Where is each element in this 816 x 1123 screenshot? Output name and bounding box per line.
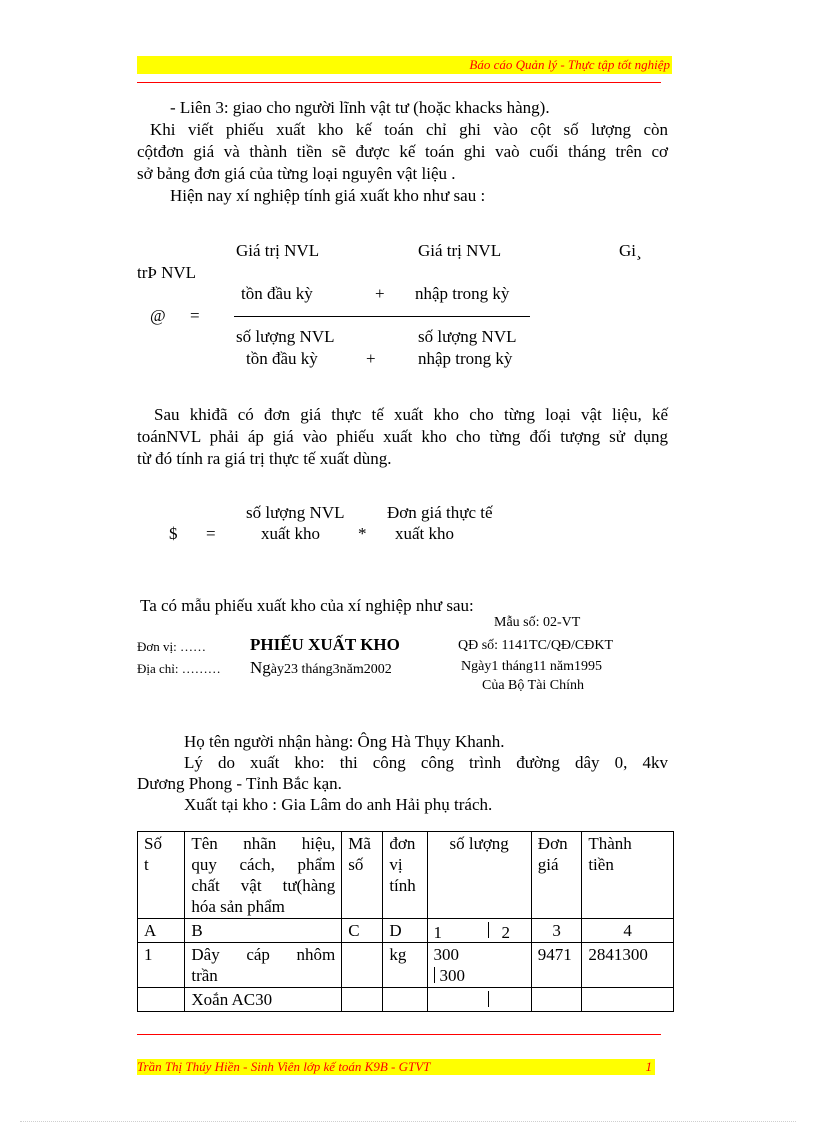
header-amount-line-1: Thành xyxy=(588,834,632,853)
formula1-num-right-1: Giá trị NVL xyxy=(418,241,502,260)
header-name-line-2: quy cách, phẩm xyxy=(191,855,336,874)
header-name xyxy=(185,832,342,919)
code-amount: 4 xyxy=(582,919,674,943)
slip-receiver: Họ tên người nhận hàng: Ông Hà Thụy Khanh. xyxy=(184,732,505,751)
row1-name-line-2: trần xyxy=(191,966,218,985)
code-quantity xyxy=(427,919,531,943)
footer-text: Trần Thị Thúy Hiền - Sinh Viên lớp kế toán K9B - GTVT xyxy=(137,1059,431,1074)
code-quantity-divider xyxy=(488,922,489,938)
formula1-gi: Gi¸ xyxy=(619,241,642,260)
header-price-line-1: Đơn xyxy=(537,834,568,853)
slip-form-number: Mẫu số: 02-VT xyxy=(494,615,581,630)
slip-address: Địa chỉ: ……… xyxy=(137,661,221,676)
formula2-bottom-left: xuất kho xyxy=(261,524,321,543)
paragraph-4-line-3: từ đó tính ra giá trị thực tế xuất dùng. xyxy=(137,449,392,468)
row2-name: Xoắn AC30 xyxy=(185,988,342,1012)
header-code-line-1: Mã xyxy=(348,834,371,853)
row1-amount: 2841300 xyxy=(582,943,674,988)
row1-name xyxy=(185,943,342,988)
formula2-times: * xyxy=(358,524,367,543)
footer-rule xyxy=(137,1034,661,1035)
header-unit xyxy=(383,832,427,919)
header-unit-line-2: vị xyxy=(389,855,403,874)
formula1-den-left-1: số lượng NVL xyxy=(236,327,335,346)
code-quantity-split xyxy=(434,920,525,941)
formula1-den-right-1: số lượng NVL xyxy=(418,327,517,346)
formula1-lhs: @ xyxy=(150,306,166,325)
row2-quantity-divider xyxy=(488,991,489,1007)
formula2-bottom-right: xuất kho xyxy=(395,524,455,543)
formula1-den-left-2: tồn đầu kỳ xyxy=(246,349,318,368)
paragraph-5: Ta có mẫu phiếu xuất kho của xí nghiệp như sau: xyxy=(140,596,474,615)
page-number: 1 xyxy=(645,1059,652,1074)
slip-ministry: Của Bộ Tài Chính xyxy=(482,678,585,693)
formula1-num-left-2: tồn đầu kỳ xyxy=(241,284,313,303)
formula1-plus-top: + xyxy=(375,284,385,303)
page-header xyxy=(137,56,672,74)
header-name-line-3: chất vật tư(hàng xyxy=(191,876,336,895)
paragraph-2-line-2: cộtđơn giá và thành tiền sẽ được kế toán ghi vaò cuối tháng trên cơ xyxy=(137,142,668,161)
slip-date-rest: ày23 tháng3năm2002 xyxy=(270,662,392,677)
header-unit-line-3: tính xyxy=(389,876,416,895)
formula1-fraction-bar xyxy=(234,316,530,317)
header-stt-line-2: t xyxy=(144,855,149,874)
row1-price: 9471 xyxy=(531,943,582,988)
code-d: D xyxy=(383,919,427,943)
row2-price xyxy=(531,988,582,1012)
row1-qty-2-wrap xyxy=(434,965,525,986)
header-title: Báo cáo Quản lý - Thực tập tốt nghiệp xyxy=(469,57,670,72)
paragraph-2-line-3: sở bảng đơn giá của từng loại nguyên vật liệu . xyxy=(137,164,456,183)
formula1-trp: trÞ NVL xyxy=(137,263,197,282)
table-header-row xyxy=(138,832,674,919)
row1-qty-2: 300 xyxy=(439,966,466,985)
row1-name-line-1: Dây cáp nhôm xyxy=(191,945,336,964)
row2-quantity-split xyxy=(434,989,525,1010)
header-quantity xyxy=(427,832,531,919)
code-b: B xyxy=(185,919,342,943)
formula2-equals: = xyxy=(206,524,216,543)
table-row xyxy=(138,988,674,1012)
code-price: 3 xyxy=(531,919,582,943)
row2-quantity xyxy=(427,988,531,1012)
formula1-equals: = xyxy=(190,306,200,325)
table-code-row xyxy=(138,919,674,943)
slip-date xyxy=(250,658,392,678)
header-code-line-2: số xyxy=(348,855,364,874)
code-c: C xyxy=(342,919,383,943)
formula1-plus-bottom: + xyxy=(366,349,376,368)
header-price xyxy=(531,832,582,919)
row2-code xyxy=(342,988,383,1012)
row1-qty-divider xyxy=(434,967,435,983)
header-rule xyxy=(137,82,661,83)
slip-date-initial: Ng xyxy=(250,658,271,677)
paragraph-4-line-2: toánNVL phải áp giá vào phiếu xuất kho cho từng đối tượng sử dụng xyxy=(137,427,668,446)
code-q1: 1 xyxy=(433,923,443,942)
slip-unit: Đơn vị: …… xyxy=(137,639,206,654)
slip-decision-date: Ngày1 tháng11 năm1995 xyxy=(461,659,603,674)
row1-unit: kg xyxy=(383,943,427,988)
page-bottom-edge xyxy=(20,1121,796,1122)
formula1-num-right-2: nhập trong kỳ xyxy=(415,284,510,303)
header-name-line-1: Tên nhãn hiệu, xyxy=(191,834,336,853)
slip-decision-number: QĐ số: 1141TC/QĐ/CĐKT xyxy=(458,638,614,653)
slip-reason-line-2: Dương Phong - Tỉnh Bắc kạn. xyxy=(137,774,342,793)
paragraph-2-line-1: Khi viết phiếu xuất kho kế toán chỉ ghi vào cột số lượng còn xyxy=(150,120,668,139)
slip-warehouse: Xuất tại kho : Gia Lâm do anh Hải phụ trách. xyxy=(184,795,493,814)
code-a: A xyxy=(138,919,185,943)
header-amount-line-2: tiền xyxy=(588,855,614,874)
paragraph-3: Hiện nay xí nghiệp tính giá xuất kho như sau : xyxy=(170,186,486,205)
row2-amount xyxy=(582,988,674,1012)
formula2-top-left: số lượng NVL xyxy=(246,503,345,522)
header-price-line-2: giá xyxy=(537,855,559,874)
formula1-den-right-2: nhập trong kỳ xyxy=(418,349,513,368)
header-stt-line-1: Số xyxy=(144,834,162,853)
header-name-line-4: hóa sản phẩm xyxy=(191,897,285,916)
paragraph-4-line-1: Sau khiđã có đơn giá thực tế xuất kho cho từng loại vật liệu, kế xyxy=(154,405,668,424)
row2-unit xyxy=(383,988,427,1012)
header-unit-line-1: đơn xyxy=(389,834,416,853)
code-q2: 2 xyxy=(501,923,511,942)
row1-stt: 1 xyxy=(138,943,185,988)
slip-reason-line-1: Lý do xuất kho: thi công công trình đường dây 0, 4kv xyxy=(184,753,668,772)
row1-quantity xyxy=(427,943,531,988)
slip-title: PHIẾU XUẤT KHO xyxy=(250,635,400,654)
header-stt xyxy=(138,832,185,919)
items-table xyxy=(137,831,674,1012)
formula2-top-right: Đơn giá thực tế xyxy=(387,503,493,522)
row2-stt xyxy=(138,988,185,1012)
formula2-lhs: $ xyxy=(169,524,178,543)
row1-qty-1: 300 xyxy=(433,945,460,964)
row1-code xyxy=(342,943,383,988)
header-amount xyxy=(582,832,674,919)
table-row xyxy=(138,943,674,988)
header-quantity-label: số lượng xyxy=(449,834,509,853)
paragraph-lien3: - Liên 3: giao cho người lĩnh vật tư (hoặc khacks hàng). xyxy=(170,98,550,117)
header-code xyxy=(342,832,383,919)
formula1-num-left-1: Giá trị NVL xyxy=(236,241,320,260)
page-footer xyxy=(137,1059,655,1075)
